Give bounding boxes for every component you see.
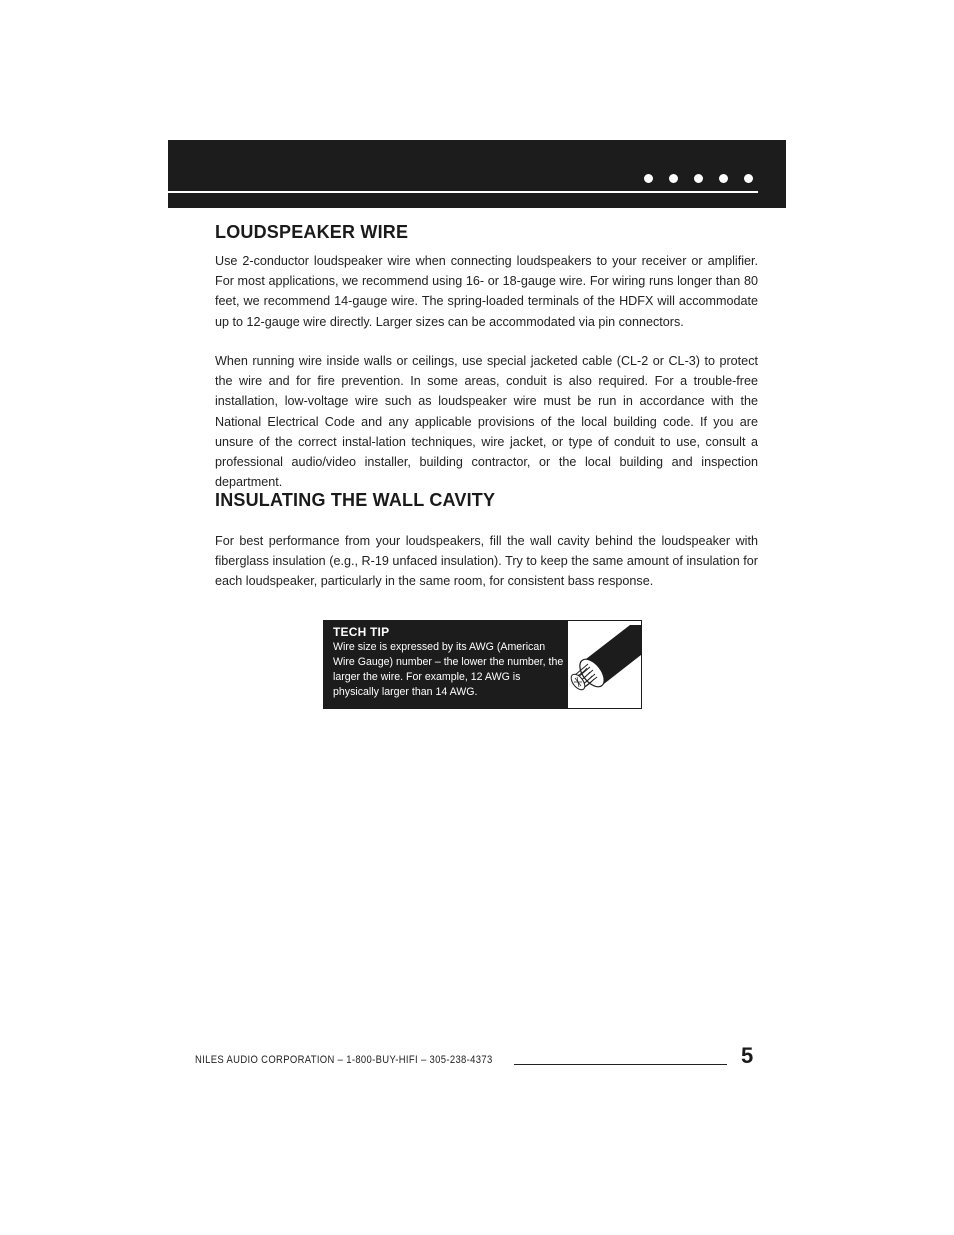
tech-tip-body: Wire size is expressed by its AWG (American Wire Gauge) number – the lower the number, the larger the wire. For example, 12 AWG is physically larger than 14 AWG. <box>333 641 564 698</box>
paragraph-loudspeaker-wire-1: Use 2-conductor loudspeaker wire when connecting loudspeakers to your receiver or amplifier. For most applications, we recommend using 16- or 18-gauge wire. For wiring runs longer than 80 feet, we recommend 14-gauge wire. The spring-loaded terminals of the HDFX will accommodate up to 12-gauge wire directly. Larger sizes can be accommodated via pin connectors. <box>215 254 758 329</box>
dot-icon <box>669 174 678 183</box>
dot-icon <box>719 174 728 183</box>
paragraph-insulating: For best performance from your loudspeakers, fill the wall cavity behind the loudspeaker with fiberglass insulation (e.g., R-19 unfaced insulation). Try to keep the same amount of insulation for each loudspeaker, particularly in the same room, for consistent bass response. <box>215 534 758 589</box>
section-heading-insulating: INSULATING THE WALL CAVITY <box>215 490 496 510</box>
page-number: 5 <box>741 1043 754 1068</box>
header-rule <box>168 191 758 193</box>
header-bar <box>168 140 786 208</box>
footer-text: NILES AUDIO CORPORATION – 1-800-BUY-HIFI – 305-238-4373 <box>195 1054 493 1066</box>
section-heading-loudspeaker-wire: LOUDSPEAKER WIRE <box>215 222 409 242</box>
dot-icon <box>694 174 703 183</box>
tech-tip-box <box>323 620 642 709</box>
wire-cross-section-icon <box>568 621 641 708</box>
dot-icon <box>744 174 753 183</box>
tech-tip-text-panel <box>324 621 568 708</box>
dot-icon <box>644 174 653 183</box>
tech-tip-title: TECH TIP <box>333 625 390 639</box>
header-dots <box>644 174 753 183</box>
footer-rule <box>514 1064 727 1065</box>
paragraph-loudspeaker-wire-2: When running wire inside walls or ceilings, use special jacketed cable (CL-2 or CL-3) to protect the wire and for fire prevention. In some areas, conduit is also required. For a trouble-free installation, low-voltage wire such as loudspeaker wire must be run in accordance with the National Electrical Code and any applicable provisions of the local building code. If you are unsure of the correct instal-lation techniques, wire jacket, or type of conduit to use, consult a professional audio/video installer, building contractor, or the local building and inspection department. <box>215 354 758 490</box>
